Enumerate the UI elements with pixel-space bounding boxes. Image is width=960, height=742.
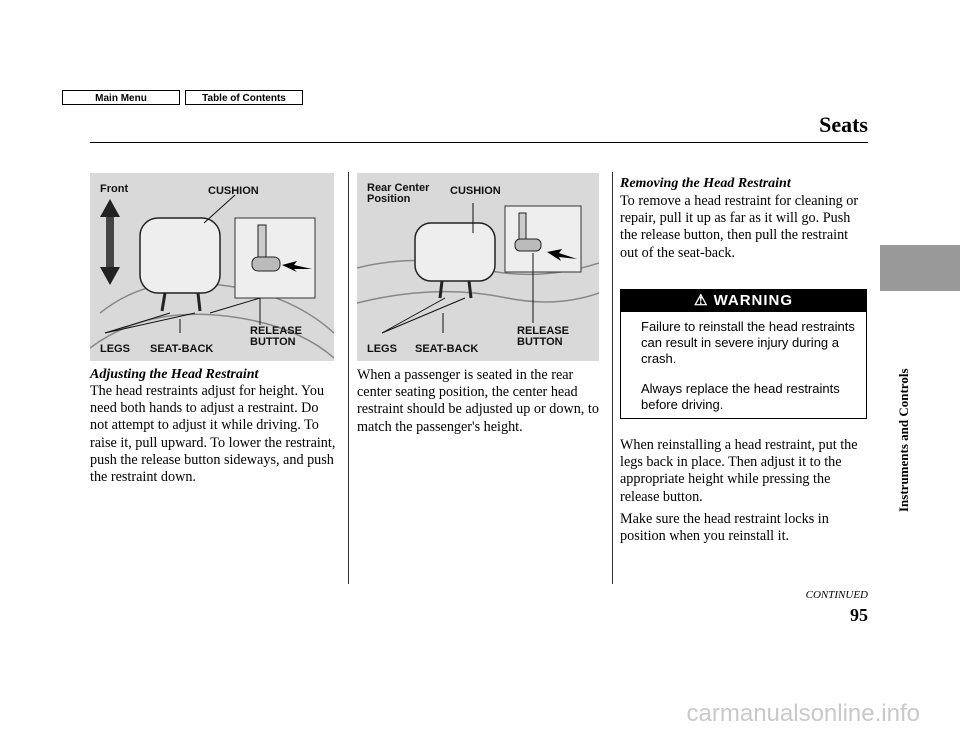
paragraph-removing: To remove a head restraint for cleaning or repair, pull it up as far as it will go. Push the release button, then pull the restraint out of the seat-back. — [620, 193, 859, 261]
warning-header — [621, 290, 866, 312]
warning-text-failure: Failure to reinstall the head restraints can result in severe injury during a crash. — [641, 319, 855, 366]
table-of-contents-button[interactable]: Table of Contents — [185, 90, 303, 105]
main-menu-button[interactable]: Main Menu — [62, 90, 180, 105]
figure-label-legs: LEGS — [367, 343, 397, 355]
column-divider — [612, 172, 613, 584]
subheading-adjusting: Adjusting the Head Restraint — [90, 367, 259, 382]
subheading-removing: Removing the Head Restraint — [620, 176, 791, 191]
figure-label-release-button: RELEASE BUTTON — [517, 325, 569, 348]
up-down-arrow-icon — [100, 199, 120, 285]
warning-title: WARNING — [713, 292, 794, 309]
side-label-text: Instruments and Controls — [896, 368, 911, 512]
section-side-label — [896, 302, 916, 512]
continued-label: CONTINUED — [805, 589, 868, 601]
figure-label-seat-back: SEAT-BACK — [150, 343, 214, 355]
figure-label-rear-center-position: Rear Center Position — [367, 182, 430, 205]
paragraph-adjusting: The head restraints adjust for height. You need both hands to adjust a restraint. Do not attempt to adjust it while driving. To raise it, pull upward. To lower the restraint, push the release button sideways, and push the restraint down. — [90, 383, 336, 486]
headrest-shape — [415, 223, 495, 281]
head-restraint-figure-rear-center — [357, 173, 599, 361]
figure-label-legs: LEGS — [100, 343, 130, 355]
paragraph-reinstalling: When reinstalling a head restraint, put the legs back in place. Then adjust it to the appropriate height while pressing the release button. — [620, 437, 858, 505]
paragraph-locks: Make sure the head restraint locks in position when you reinstall it. — [620, 511, 829, 545]
section-title: Seats — [819, 112, 868, 137]
column-divider — [348, 172, 349, 584]
warning-text-replace: Always replace the head restraints before driving. — [641, 381, 840, 412]
warning-triangle-icon: ⚠ — [693, 292, 709, 309]
watermark: carmanualsonline.info — [686, 700, 920, 727]
headrest-shape — [140, 218, 220, 293]
paragraph-rear-center: When a passenger is seated in the rear center seating position, the center head restraint should be adjusted up or down, to match the passenger's height. — [357, 367, 599, 435]
figure-label-seat-back: SEAT-BACK — [415, 343, 479, 355]
section-tab — [880, 245, 960, 291]
figure-label-release-button: RELEASE BUTTON — [250, 325, 302, 348]
warning-box — [620, 289, 867, 419]
figure-label-cushion: CUSHION — [450, 185, 501, 197]
header-rule — [90, 142, 868, 143]
figure-label-cushion: CUSHION — [208, 185, 259, 197]
figure-label-front: Front — [100, 183, 129, 195]
head-restraint-figure-front — [90, 173, 334, 361]
page-number: 95 — [850, 605, 868, 625]
